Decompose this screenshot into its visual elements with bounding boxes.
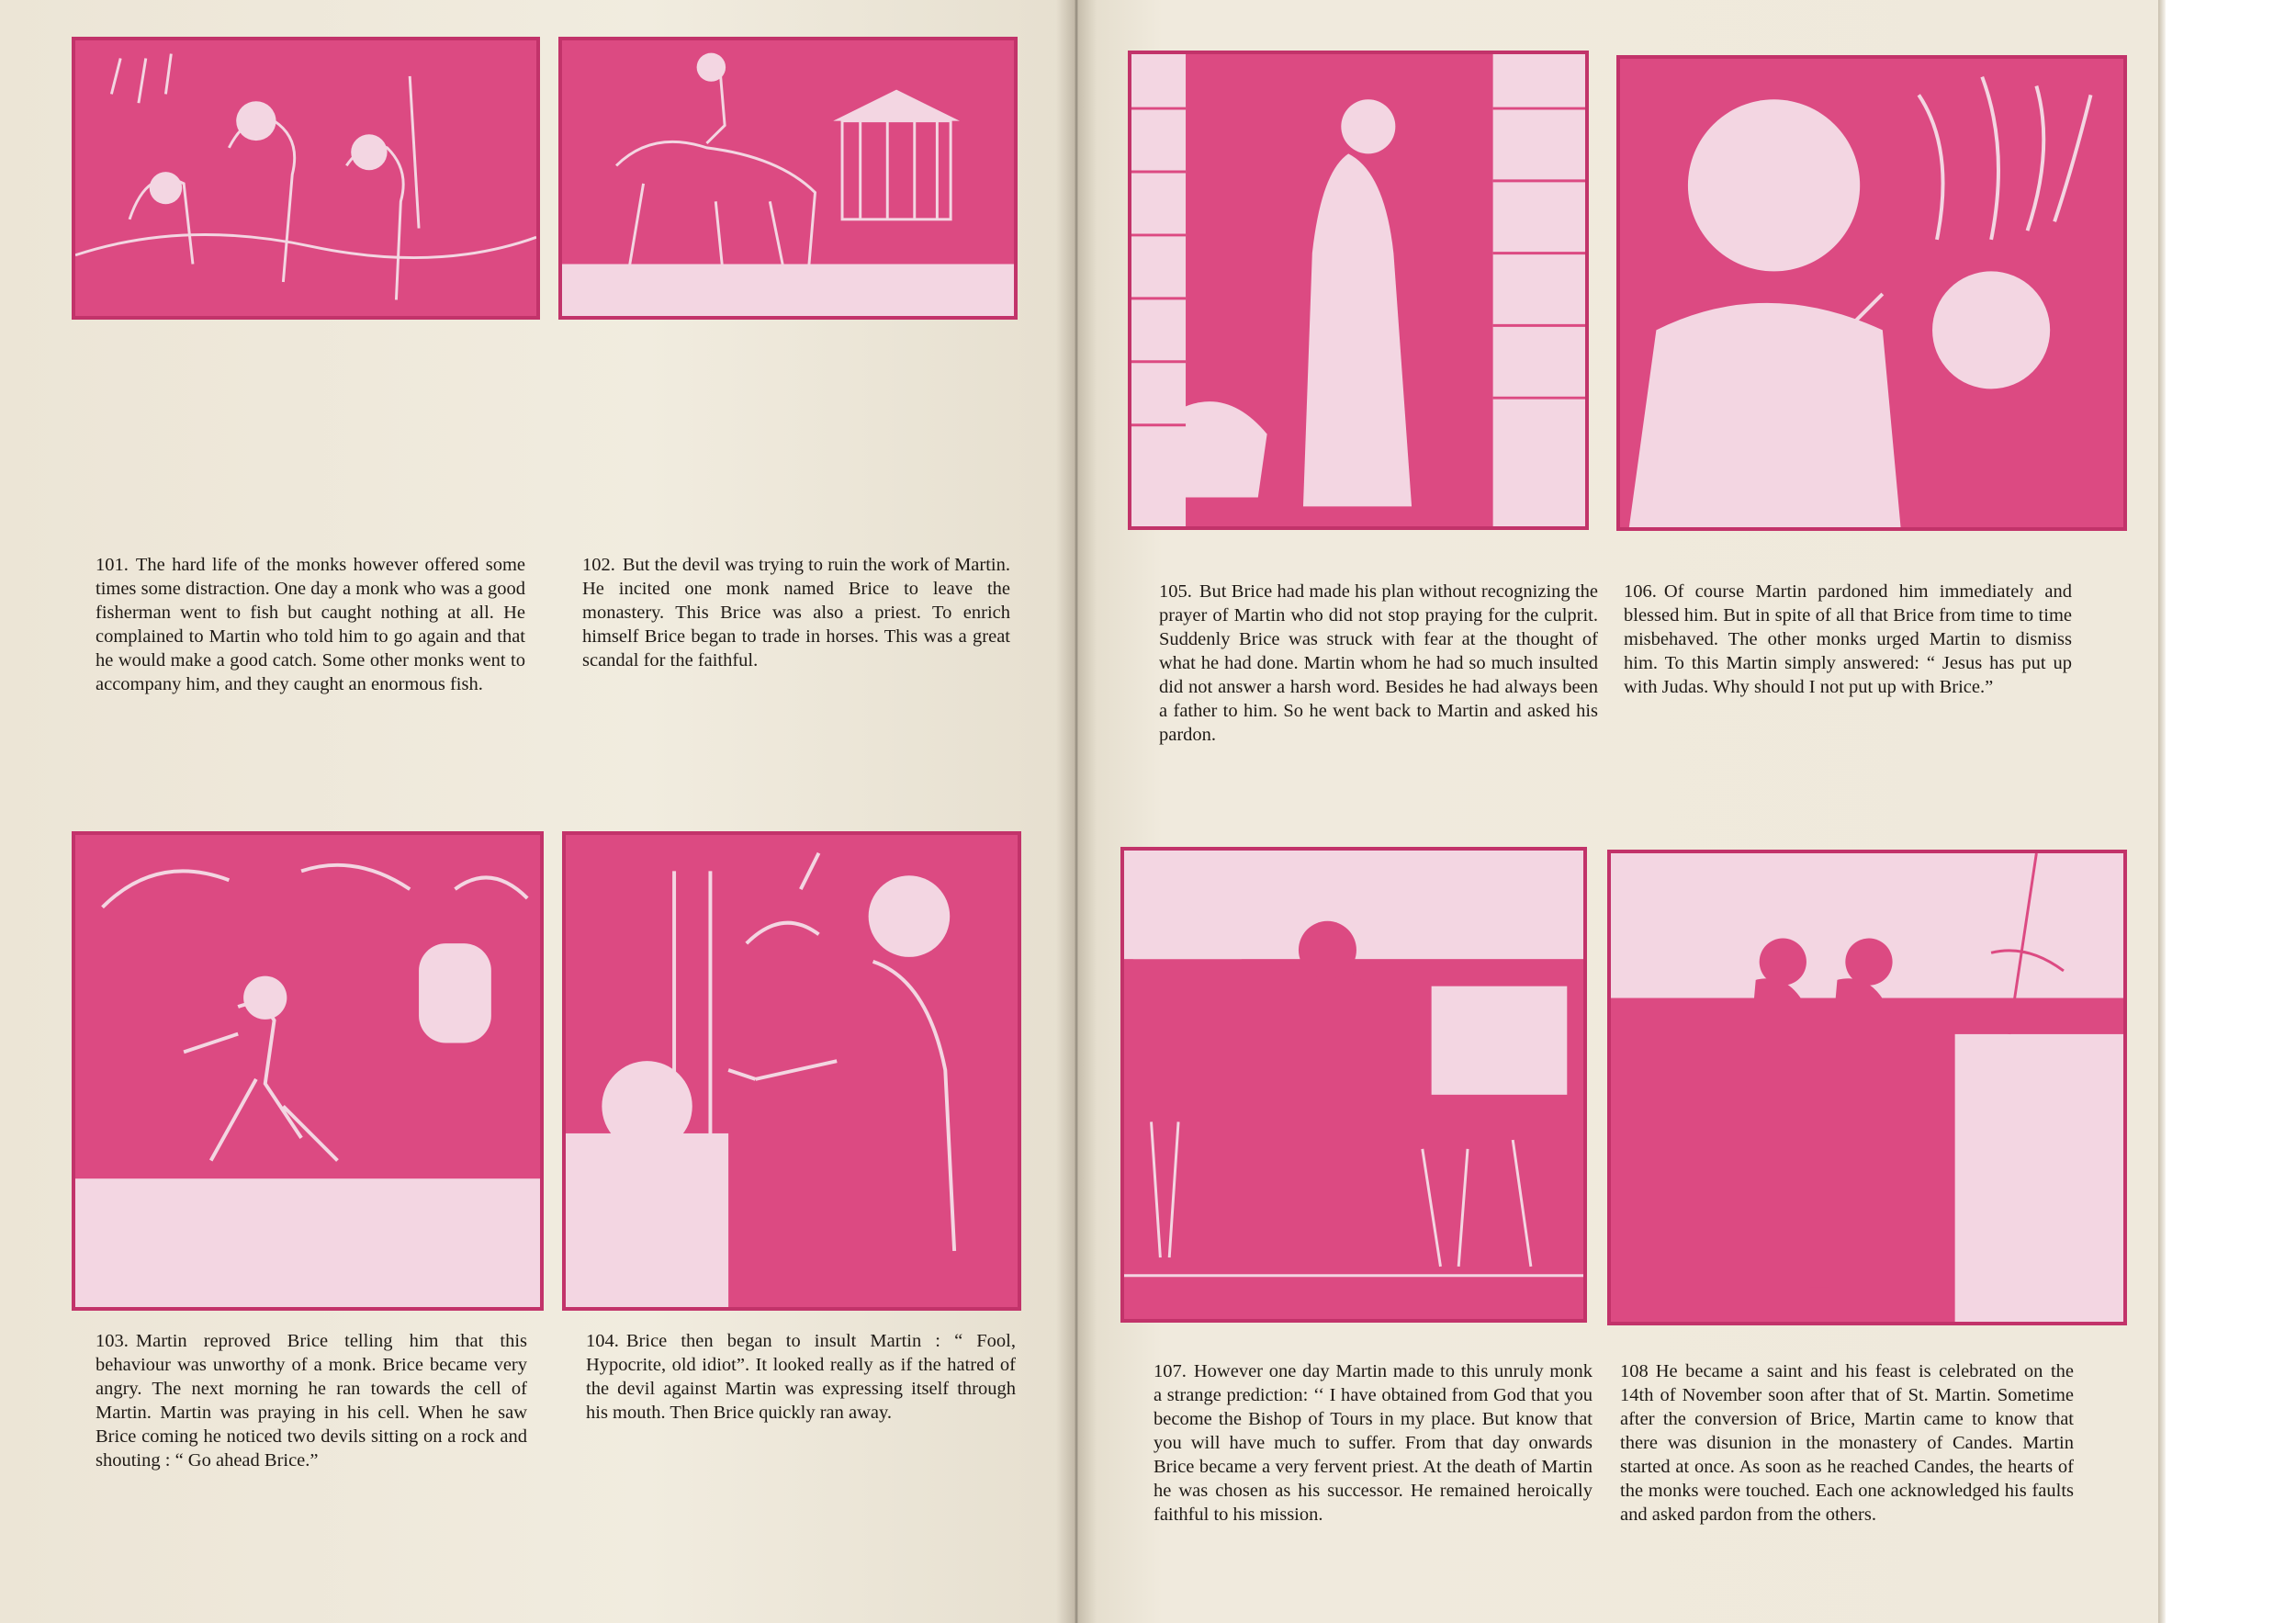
caption-107 bbox=[1154, 1359, 1593, 1527]
caption-105 bbox=[1159, 580, 1598, 747]
caption-104-text: Brice then began to insult Martin : “ Fool, Hypocrite, old idiot”. It looked really as if the hatred of the devil against Martin was expressing itself through his mouth. Then Brice quickly ran away. bbox=[586, 1331, 1016, 1423]
caption-103-number: 103. bbox=[96, 1331, 129, 1351]
caption-103-text: Martin reproved Brice telling him that this behaviour was unworthy of a monk. Brice became very angry. The next morning he ran towards the cell of Martin. Martin was praying in his cell. When he saw Brice coming he noticed two devils sitting on a rock and shouting : “ Go ahead Brice.” bbox=[96, 1331, 527, 1471]
panel-107-martin-prediction bbox=[1120, 847, 1587, 1323]
panel-104-brice-insults bbox=[562, 831, 1021, 1311]
panel-101-monks-fishing bbox=[72, 37, 540, 320]
panel-105-martin-praying bbox=[1128, 51, 1589, 530]
caption-102-text: But the devil was trying to ruin the work of Martin. He incited one monk named Brice to leave the monastery. This Brice was also a priest. To enrich himself Brice began to trade in horses. This was a great scandal for the faithful. bbox=[582, 555, 1010, 671]
caption-104-number: 104. bbox=[586, 1331, 619, 1351]
caption-108 bbox=[1620, 1359, 2074, 1527]
caption-102-number: 102. bbox=[582, 555, 615, 575]
panel-103-brice-running bbox=[72, 831, 544, 1311]
caption-101-number: 101. bbox=[96, 555, 129, 575]
caption-102 bbox=[582, 553, 1010, 672]
caption-105-text: But Brice had made his plan without recognizing the prayer of Martin who did not stop praying for the culprit. Suddenly Brice was struck with fear at the thought of what he had done. Martin whom he had so much insulted did not answer a harsh word. Besides he had always been a father to him. So he went back to Martin and asked his pardon. bbox=[1159, 581, 1598, 745]
caption-107-number: 107. bbox=[1154, 1361, 1187, 1381]
book-gutter bbox=[1056, 0, 1097, 1623]
caption-105-number: 105. bbox=[1159, 581, 1192, 602]
caption-104 bbox=[586, 1329, 1016, 1425]
caption-103 bbox=[96, 1329, 527, 1472]
caption-101-text: The hard life of the monks however offered some times some distraction. One day a monk who was a good fisherman went to fish but caught nothing at all. He complained to Martin who told him to go again and that he would make a good catch. Some other monks went to accompany him, and they caught an enormous fish. bbox=[96, 555, 525, 694]
caption-101 bbox=[96, 553, 525, 696]
page-edge bbox=[2158, 0, 2166, 1623]
caption-106-text: Of course Martin pardoned him immediately and blessed him. But in spite of all that Brice from time to time misbehaved. The other monks urged Martin to dismiss him. To this Martin simply answered: “ Jesus has put up with Judas. Why should I not put up with Brice.” bbox=[1624, 581, 2072, 697]
caption-108-number: 108 bbox=[1620, 1361, 1649, 1381]
panel-102-brice-on-horse bbox=[558, 37, 1018, 320]
panel-106-martin-pardons bbox=[1616, 55, 2127, 531]
caption-108-text: He became a saint and his feast is celebrated on the 14th of November soon after that of St. Martin. Sometime after the conversion of Brice, Martin came to know that there was disunion in the monastery of Candes. Martin started at once. As soon as he reached Candes, the hearts of the monks were touched. Each one acknowledged his faults and asked pardon from the others. bbox=[1620, 1361, 2074, 1525]
caption-106-number: 106. bbox=[1624, 581, 1657, 602]
caption-106 bbox=[1624, 580, 2072, 699]
panel-108-candes bbox=[1607, 850, 2127, 1325]
caption-107-text: However one day Martin made to this unruly monk a strange prediction: ‘‘ I have obtained from God that you become the Bishop of Tours in my place. But know that you will have much to suffer. From that day onwards Brice became a very fervent priest. At the death of Martin he was chosen as his successor. He remained heroically faithful to his mission. bbox=[1154, 1361, 1593, 1525]
